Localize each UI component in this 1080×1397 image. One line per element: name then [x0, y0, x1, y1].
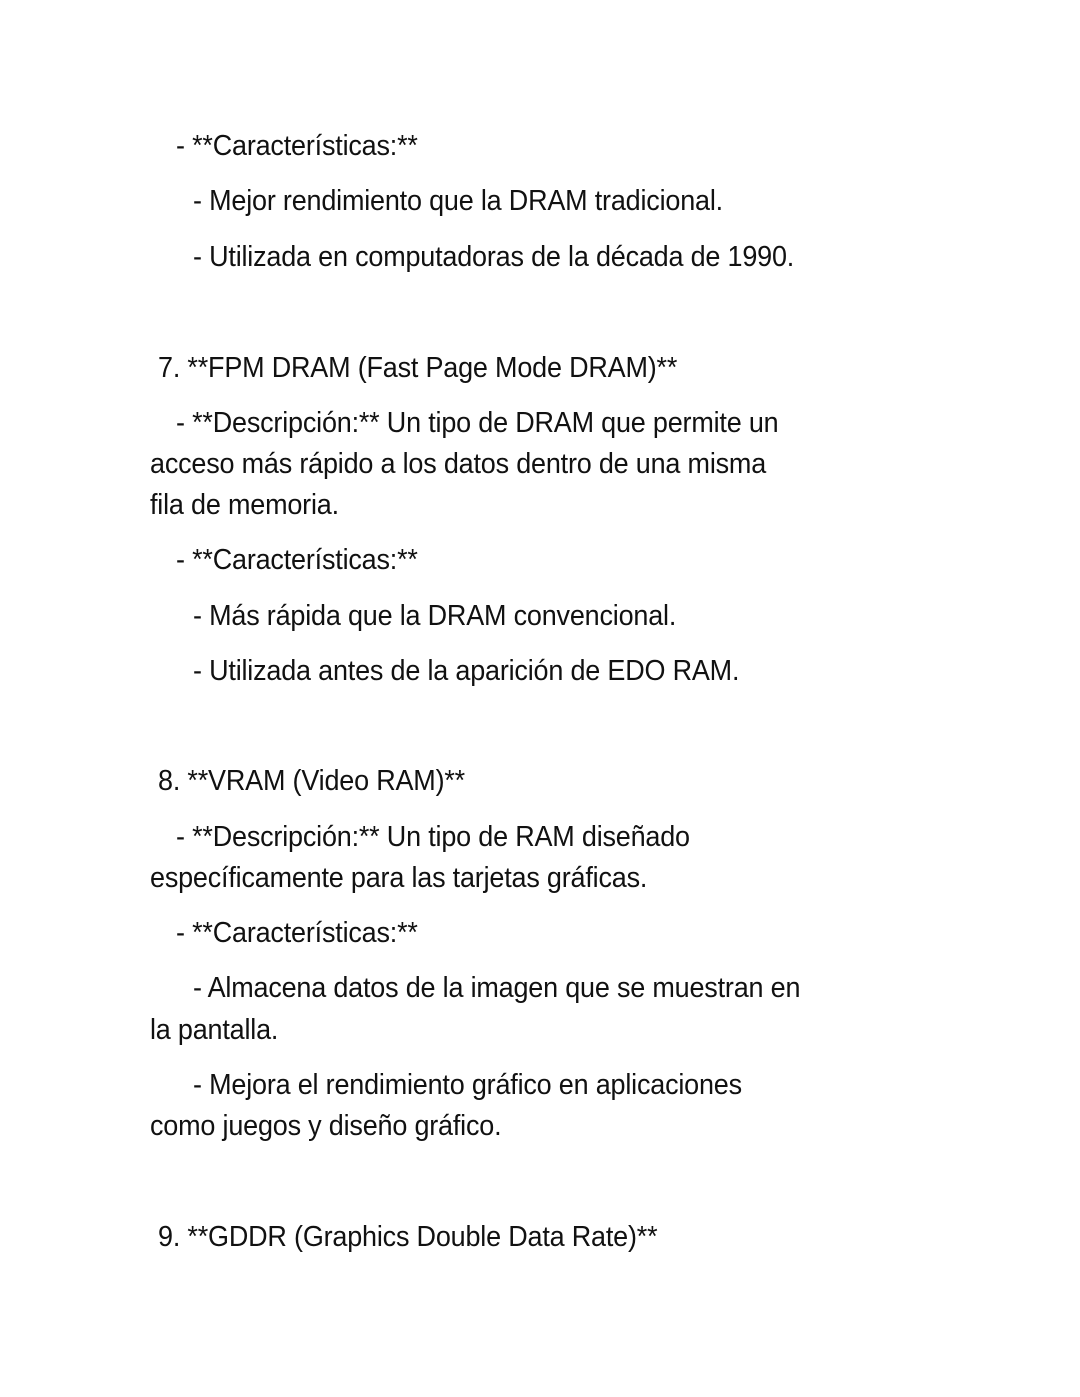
characteristics-heading: - **Características:**: [176, 544, 418, 576]
description-text: - **Descripción:** Un tipo de RAM diseñado: [176, 821, 690, 853]
description-text: acceso más rápido a los datos dentro de una misma: [150, 448, 767, 480]
section-heading-gddr: 9. **GDDR (Graphics Double Data Rate)**: [158, 1221, 658, 1253]
characteristics-heading: - **Características:**: [176, 917, 418, 949]
description-text: - **Descripción:** Un tipo de DRAM que permite un: [176, 407, 779, 439]
section-heading-vram: 8. **VRAM (Video RAM)**: [158, 765, 465, 797]
bullet-item: - Más rápida que la DRAM convencional.: [193, 600, 677, 632]
bullet-item: - Utilizada en computadoras de la década de 1990.: [193, 241, 795, 273]
characteristics-heading: - **Características:**: [176, 130, 418, 162]
description-text: específicamente para las tarjetas gráficas.: [150, 862, 648, 894]
bullet-item-continuation: la pantalla.: [150, 1014, 279, 1046]
bullet-item-continuation: como juegos y diseño gráfico.: [150, 1110, 502, 1142]
bullet-item: - Utilizada antes de la aparición de EDO RAM.: [193, 655, 740, 687]
bullet-item: - Mejor rendimiento que la DRAM tradicional.: [193, 185, 723, 217]
bullet-item: - Almacena datos de la imagen que se muestran en: [193, 972, 801, 1004]
section-heading-fpm-dram: 7. **FPM DRAM (Fast Page Mode DRAM)**: [158, 352, 678, 384]
description-text: fila de memoria.: [150, 489, 339, 521]
bullet-item: - Mejora el rendimiento gráfico en aplicaciones: [193, 1069, 742, 1101]
